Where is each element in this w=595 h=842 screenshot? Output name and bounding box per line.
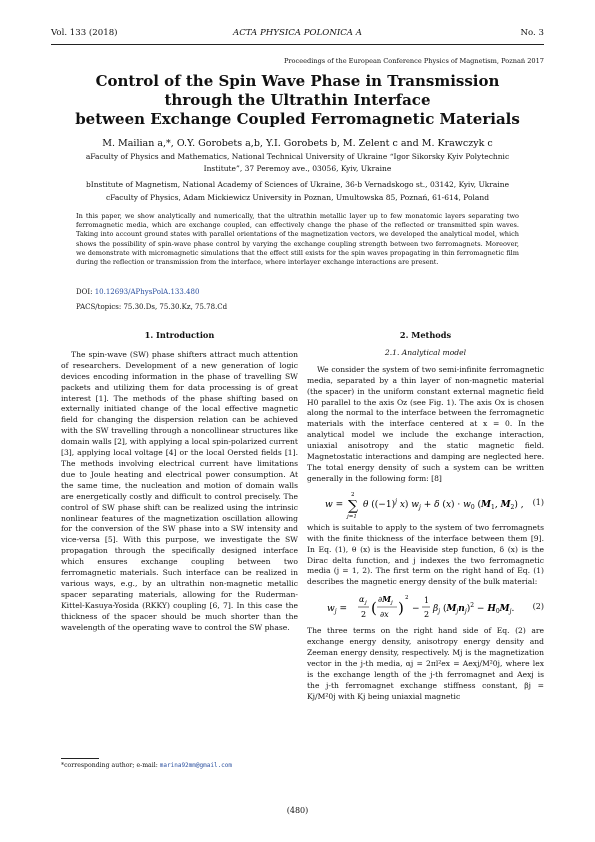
affiliation-line: aFaculty of Physics and Mathematics, National Technical University of Ukraine “Igor Sikorsky Kyiv Polytechnic [85, 152, 510, 161]
abstract: In this paper, we show analytically and numerically, that the ultrathin metallic layer up to few monatomic layers separating two ferromagnetic media, which are exchange coupled, can effectively change the phase of the reflected or transmitted spin waves. Taking into account ground states with parallel orientations of the magnetization vectors, we developed the analytical model, which shows the possibility of spin-wave phase control by varying the exchange coupling strength between two ferromagnets. Moreover, we demonstrate with micromagnetic simulations that the effect still exists for the spin waves propagating in thin ferromagnetic film during the reflection or transmission from the interface, where interlayer exchange interactions are present. [76, 212, 519, 267]
svg-text:∂x: ∂x [380, 610, 389, 620]
svg-text:wj =: $w_j$ = [327, 604, 347, 616]
affiliation-line: Institute”, 37 Peremoy ave., 03056, Kyiv, Ukraine [203, 164, 392, 173]
equation-2-graphic [307, 590, 544, 624]
footnote [61, 762, 232, 769]
equation-1-graphic [307, 487, 544, 521]
subsection-heading: 2.1. Analytical model [384, 347, 467, 357]
svg-text:∑: ∑ [348, 497, 358, 514]
section-heading-methods: 2. Methods [399, 330, 452, 340]
left-column [61, 330, 298, 633]
footnote-label: *corresponding author; e-mail: [61, 762, 158, 769]
svg-text:2: 2 [351, 491, 355, 498]
affiliation-b: bInstitute of Magnetism, National Academy of Sciences of Ukraine, 36-b Vernadskogo st., 03142, Kyiv, Ukraine [85, 180, 510, 189]
svg-text:βj (Mjnj)2 − H0Mj.: $\beta_j$ $(M_jn_j)^2 - H_0M_j$. [433, 602, 515, 616]
svg-text:2: 2 [405, 595, 409, 602]
title-line: between Exchange Coupled Ferromagnetic Materials [75, 110, 520, 128]
paper-title [51, 72, 544, 129]
affiliation-c: cFaculty of Physics, Adam Mickiewicz University in Poznan, Umultowska 85, Poznań, 61-614, Poland [105, 193, 490, 202]
methods-paragraph: We consider the system of two semi-infinite ferromagnetic media, separated by a thin layer of non-magnetic material (the spacer) in the uniform constant external magnetic field H0 parallel to the axis Oz (see Fig. 1). The axis Ox is chosen along the normal to the interface between the ferromagnetic materials with the interface centered at x = 0. In the analytical model we include the exchange interaction, uniaxial anisotropy and the static magnetic field. Magnetostatic interactions and damping are neglected here. The total energy density of such a system can be written generally in the following form: [8] [307, 364, 544, 483]
svg-text:j: j [365, 600, 367, 607]
running-header [51, 28, 544, 42]
email-link[interactable]: marina92mm@gmail.com [159, 762, 233, 769]
pacs-line: PACS/topics: 75.30.Ds, 75.30.Kz, 75.78.Cd [76, 303, 228, 311]
proceedings-note: Proceedings of the European Conference Physics of Magnetism, Poznań 2017 [283, 57, 544, 65]
svg-text:∂Mj: $\partial M_j$ [378, 594, 393, 607]
footnote-rule [61, 758, 99, 759]
methods-paragraph: which is suitable to apply to the system of two ferromagnets with the finite thickness of the interface between them [9]. In Eq. (1), θ (x) is the Heaviside step function, δ (x) is the Dirac delta function, and j indexes the two ferromagnetic media (j = 1, 2). The first term on the right hand of Eq. (1) describes the magnetic energy density of the bulk material: [307, 522, 544, 587]
equation-2 [307, 590, 544, 624]
svg-text:2: 2 [361, 610, 367, 620]
svg-text:j=1: j=1 [347, 513, 357, 520]
svg-text:w =: w = [325, 499, 344, 510]
svg-text:(: ( [371, 599, 377, 618]
svg-text:): ) [398, 599, 404, 618]
equation-number: (1) [532, 497, 544, 507]
doi-line [76, 288, 199, 296]
header-rule [51, 44, 544, 45]
title-line: Control of the Spin Wave Phase in Transmission [95, 72, 500, 90]
journal-name: ACTA PHYSICA POLONICA A [233, 28, 362, 38]
svg-text:θ ((−1)j x) wj + δ (x) · w0 (M: θ ($(-1)^j$ x) $w_j + \delta$ $(x) \cdot w_0$ ($M_1$, $M_2$) , [363, 497, 524, 511]
author-list: M. Mailian a,*, O.Y. Gorobets a,b, Y.I. Gorobets b, M. Zelent c and M. Krawczyk c [102, 138, 493, 149]
svg-text:−: − [412, 604, 420, 615]
affiliation-a [51, 151, 544, 175]
svg-text:α: α [359, 595, 365, 605]
methods-paragraph: The three terms on the right hand side of Eq. (2) are exchange energy density, anisotropy energy density and Zeeman energy density, respectively. Mj is the magnetization vector in the j-th media, αj = 2πl²ex = Aexj/M²0j, where lex is the exchange length of the j-th ferromagnet and Aexj is the j-th ferromagnet exchange stiffness constant, βj = Kj/M²0j with Kj being uniaxial magnetic [307, 626, 544, 701]
doi-link[interactable]: 10.12693/APhysPolA.133.480 [94, 288, 200, 296]
svg-text:2: 2 [424, 610, 430, 620]
equation-number: (2) [532, 602, 544, 612]
page-number: (480) [286, 806, 309, 815]
section-heading-introduction: 1. Introduction [144, 330, 215, 340]
issue-label: No. 3 [520, 28, 544, 38]
equation-1 [307, 487, 544, 521]
intro-paragraph: The spin-wave (SW) phase shifters attract much attention of researchers. Development of a new generation of logic devices encoding information in the phase of travelling SW packets and utilizing them for data processing is of great interest [1]. The methods of the phase shifting based on externally initiated change of the local effective magnetic field for changing the dispersion relation can be achieved with the SW travelling through a noncollinear structures like domain walls [2], with applying a local spin-polarized current [3], applying local voltage [4] or the local Oersted fields [1]. The methods involving electrical current have limitations due to Joule heating and electrical power consumption. At the same time, the nucleation and motion of domain walls are energetically costly and difficult to control precisely. The control of SW phase shift can be realized using the intrinsic nonlinear features of the magnetization oscillation allowing for the conversion of the SW phase into a SW intensity and vice-versa [5]. With this purpose, we investigate the SW propagation through the specifically designed interface which ensures exchange coupling between two ferromagnetic materials. Such interface can be realized in various ways, e.g., by an ultrathin non-magnetic metallic spacer separating materials, allowing for the Ruderman-Kittel-Kasuya-Yosida (RKKY) coupling [6, 7]. In this case the thickness of the spacer should be much shorter than the wavelength of the operating wave to control the SW phase. [61, 349, 298, 632]
right-column [307, 330, 544, 703]
title-line: through the Ultrathin Interface [164, 91, 431, 109]
doi-label: DOI: [76, 288, 93, 296]
volume-label: Vol. 133 (2018) [51, 28, 118, 38]
svg-text:1: 1 [424, 596, 430, 606]
